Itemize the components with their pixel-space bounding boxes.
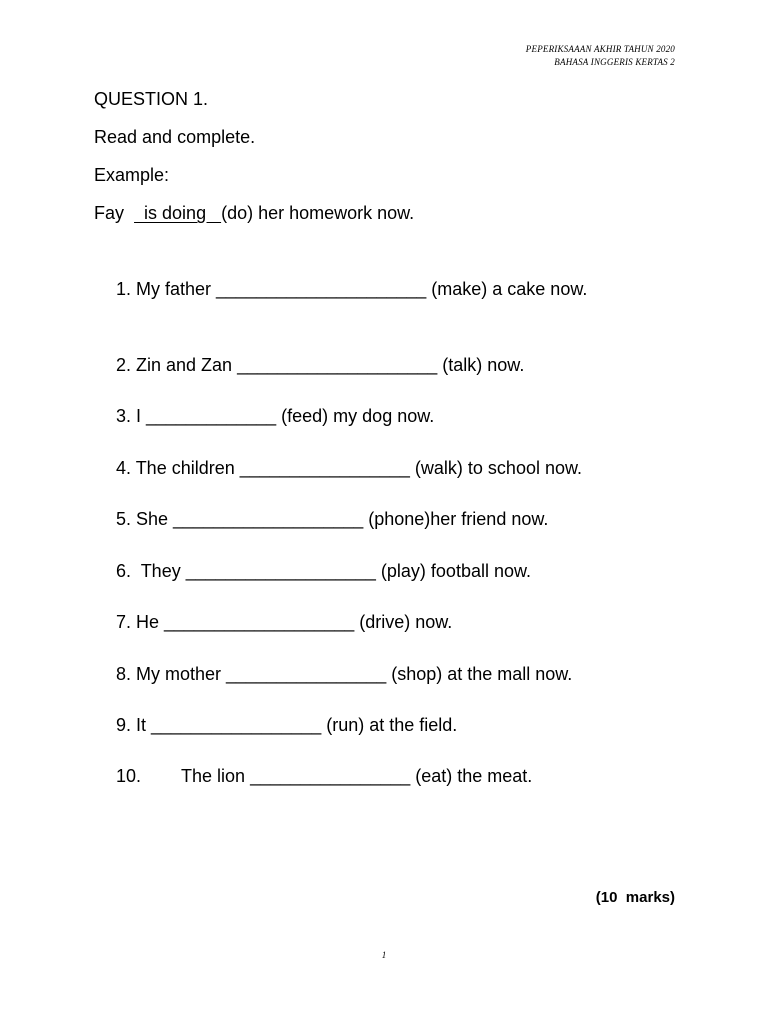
question-item-4: 4. The children _________________ (walk) to school now. — [116, 458, 582, 478]
page-number: 1 — [381, 950, 387, 960]
question-item-8: 8. My mother ________________ (shop) at the mall now. — [116, 664, 573, 684]
example-subject: Fay — [94, 203, 125, 223]
exam-header-subject: BAHASA INGGERIS KERTAS 2 — [554, 57, 675, 67]
question-item-10: 10. The lion ________________ (eat) the meat. — [116, 766, 533, 786]
example-rest: (do) her homework now. — [221, 203, 415, 223]
instruction-text: Read and complete. — [94, 127, 256, 147]
example-answer: is doing — [134, 203, 222, 223]
exam-header — [526, 43, 675, 69]
exam-header-title: PEPERIKSAAAN AKHIR TAHUN 2020 — [525, 44, 675, 54]
question-item-3: 3. I _____________ (feed) my dog now. — [116, 406, 435, 426]
question-item-2: 2. Zin and Zan ____________________ (talk) now. — [116, 355, 525, 375]
question-title: QUESTION 1. — [94, 89, 209, 109]
example-label: Example: — [94, 165, 170, 185]
question-item-7: 7. He ___________________ (drive) now. — [116, 612, 453, 632]
question-item-1: 1. My father _____________________ (make) a cake now. — [116, 279, 588, 299]
example-sentence — [94, 202, 414, 224]
question-item-9: 9. It _________________ (run) at the field. — [116, 715, 458, 735]
marks-label: (10 marks) — [595, 889, 675, 906]
question-item-5: 5. She ___________________ (phone)her friend now. — [116, 509, 549, 529]
question-item-6: 6. They ___________________ (play) football now. — [116, 561, 531, 581]
